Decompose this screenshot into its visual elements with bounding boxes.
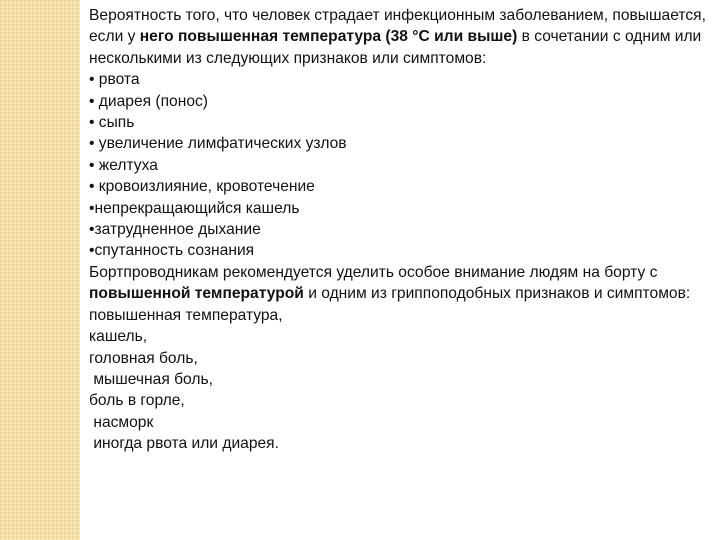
symptom-item: боль в горле, (89, 392, 185, 410)
intro-paragraph (89, 5, 714, 69)
bullet-item: •затрудненное дыхание (89, 221, 261, 239)
decorative-side-strip (0, 0, 80, 540)
bullet-item: • кровоизлияние, кровотечение (89, 178, 315, 196)
symptom-bullet-list (89, 69, 714, 262)
bullet-item: • рвота (89, 71, 140, 89)
symptom-item: насморк (89, 413, 154, 431)
bullet-item: • желтуха (89, 156, 158, 174)
recommendation-text-start: Бортпроводникам рекомендуется уделить особое внимание людям на борту с (89, 263, 658, 281)
bullet-item: •непрекращающийся кашель (89, 199, 300, 217)
recommendation-paragraph (89, 262, 714, 305)
flu-symptom-list (89, 305, 714, 455)
symptom-item: головная боль, (89, 349, 198, 367)
slide-text-body (89, 5, 714, 455)
intro-text-end: в сочетании с одним или несколькими из следующих признаков или симптомов: (89, 28, 702, 67)
bullet-item: • увеличение лимфатических узлов (89, 135, 347, 153)
symptom-item: повышенная температура, (89, 306, 283, 324)
intro-text-bold: него повышенная температура (38 °C или выше) (139, 28, 518, 46)
symptom-item: мышечная боль, (89, 370, 213, 388)
bullet-item: • диарея (понос) (89, 92, 208, 110)
symptom-item: иногда рвота или диарея. (89, 435, 279, 453)
symptom-item: кашель, (89, 328, 148, 346)
intro-text-start: Вероятность того, что человек страдает инфекционным заболеванием, повышается, если у (89, 7, 706, 46)
recommendation-text-bold: повышенной температурой (89, 285, 304, 303)
bullet-item: • сыпь (89, 114, 135, 132)
recommendation-text-end: и одним из гриппоподобных признаков и симптомов: (303, 285, 691, 303)
bullet-item: •спутанность сознания (89, 242, 255, 260)
